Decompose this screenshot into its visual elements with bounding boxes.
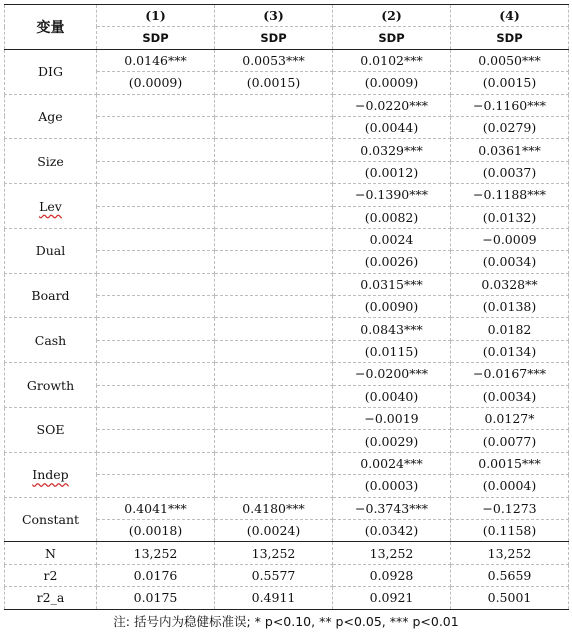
standard-error-cell: (0.1158) xyxy=(451,519,569,541)
variable-name xyxy=(5,228,97,273)
statistic-label: r2_a xyxy=(5,587,97,609)
standard-error-cell: (0.0138) xyxy=(451,296,569,318)
standard-error-cell: (0.0044) xyxy=(333,116,451,138)
standard-error-cell xyxy=(215,116,333,138)
standard-error-cell: (0.0009) xyxy=(97,72,215,94)
coefficient-cell xyxy=(215,273,333,295)
coefficient-cell: 0.0843*** xyxy=(333,318,451,340)
statistic-value: 0.5001 xyxy=(451,587,569,609)
coefficient-cell xyxy=(97,363,215,385)
coefficient-row xyxy=(5,49,569,71)
coefficient-cell: 0.0102*** xyxy=(333,49,451,71)
variable-name xyxy=(5,408,97,453)
coefficient-cell xyxy=(97,318,215,340)
statistic-row xyxy=(5,587,569,609)
statistic-row xyxy=(5,542,569,564)
model-number-header: (3) xyxy=(215,5,333,27)
standard-error-cell xyxy=(97,161,215,183)
coefficient-cell xyxy=(97,139,215,161)
coefficient-cell: −0.0009 xyxy=(451,228,569,250)
coefficient-cell: −0.0200*** xyxy=(333,363,451,385)
standard-error-cell xyxy=(215,206,333,228)
coefficient-cell: 0.0361*** xyxy=(451,139,569,161)
standard-error-cell xyxy=(97,475,215,497)
coefficient-cell: 0.0053*** xyxy=(215,49,333,71)
statistic-value: 0.0175 xyxy=(97,587,215,609)
coefficient-row xyxy=(5,318,569,340)
model-number-header: (2) xyxy=(333,5,451,27)
variable-name xyxy=(5,94,97,139)
coefficient-cell xyxy=(97,94,215,116)
statistic-value: 13,252 xyxy=(215,542,333,564)
coefficient-row xyxy=(5,452,569,474)
standard-error-cell: (0.0018) xyxy=(97,519,215,541)
variable-label: Board xyxy=(31,288,70,304)
variable-label: Constant xyxy=(21,511,80,527)
standard-error-cell xyxy=(215,385,333,407)
coefficient-cell: 0.0146*** xyxy=(97,49,215,71)
standard-error-cell: (0.0342) xyxy=(333,519,451,541)
coefficient-row xyxy=(5,363,569,385)
coefficient-cell: −0.0220*** xyxy=(333,94,451,116)
coefficient-cell xyxy=(97,184,215,206)
variable-label: Age xyxy=(38,108,63,124)
statistic-value: 0.0928 xyxy=(333,564,451,586)
statistic-value: 0.0921 xyxy=(333,587,451,609)
dependent-variable-header: SDP xyxy=(451,27,569,49)
coefficient-cell: 0.4041*** xyxy=(97,497,215,519)
variable-name xyxy=(5,452,97,497)
statistic-value: 0.0176 xyxy=(97,564,215,586)
coefficient-cell: 0.0050*** xyxy=(451,49,569,71)
coefficient-cell xyxy=(97,408,215,430)
coefficient-cell xyxy=(215,452,333,474)
regression-table xyxy=(4,4,569,610)
standard-error-cell xyxy=(97,116,215,138)
variable-label: DIG xyxy=(38,64,63,80)
variable-label: Growth xyxy=(26,377,75,393)
coefficient-cell xyxy=(97,228,215,250)
variable-name xyxy=(5,363,97,408)
coefficient-cell: −0.3743*** xyxy=(333,497,451,519)
coefficient-cell: −0.1160*** xyxy=(451,94,569,116)
standard-error-cell: (0.0004) xyxy=(451,475,569,497)
statistic-value: 0.4911 xyxy=(215,587,333,609)
variable-label: Lev xyxy=(39,198,62,214)
standard-error-cell xyxy=(215,430,333,452)
coefficient-row xyxy=(5,228,569,250)
variable-name xyxy=(5,139,97,184)
standard-error-cell: (0.0029) xyxy=(333,430,451,452)
coefficient-cell xyxy=(215,94,333,116)
variable-label: Cash xyxy=(34,332,67,348)
coefficient-row xyxy=(5,408,569,430)
statistic-value: 13,252 xyxy=(451,542,569,564)
model-number-header: (4) xyxy=(451,5,569,27)
coefficient-cell: −0.1390*** xyxy=(333,184,451,206)
statistic-value: 0.5659 xyxy=(451,564,569,586)
coefficient-cell: 0.0328** xyxy=(451,273,569,295)
standard-error-cell xyxy=(97,296,215,318)
standard-error-cell: (0.0009) xyxy=(333,72,451,94)
statistic-value: 13,252 xyxy=(333,542,451,564)
regression-table-wrapper xyxy=(4,4,569,610)
coefficient-cell: 0.0015*** xyxy=(451,452,569,474)
coefficient-cell: −0.0019 xyxy=(333,408,451,430)
coefficient-row xyxy=(5,273,569,295)
coefficient-cell xyxy=(215,139,333,161)
variable-label: Indep xyxy=(32,467,69,483)
coefficient-cell: 0.0182 xyxy=(451,318,569,340)
coefficient-row xyxy=(5,94,569,116)
standard-error-cell: (0.0037) xyxy=(451,161,569,183)
variable-name xyxy=(5,318,97,363)
dependent-variable-header: SDP xyxy=(97,27,215,49)
variable-label: SOE xyxy=(36,422,65,438)
dependent-variable-header: SDP xyxy=(333,27,451,49)
coefficient-cell xyxy=(215,408,333,430)
variable-label: Dual xyxy=(35,243,66,259)
standard-error-cell xyxy=(97,430,215,452)
standard-error-cell: (0.0015) xyxy=(215,72,333,94)
standard-error-cell xyxy=(215,340,333,362)
model-number-header: (1) xyxy=(97,5,215,27)
standard-error-cell xyxy=(215,475,333,497)
variable-label: Size xyxy=(37,153,64,169)
coefficient-cell: 0.0024 xyxy=(333,228,451,250)
standard-error-cell xyxy=(97,251,215,273)
dependent-variable-header: SDP xyxy=(215,27,333,49)
standard-error-cell: (0.0015) xyxy=(451,72,569,94)
coefficient-cell: −0.0167*** xyxy=(451,363,569,385)
standard-error-cell: (0.0132) xyxy=(451,206,569,228)
coefficient-row xyxy=(5,184,569,206)
statistic-label: r2 xyxy=(5,564,97,586)
standard-error-cell xyxy=(215,251,333,273)
statistic-value: 13,252 xyxy=(97,542,215,564)
statistic-value: 0.5577 xyxy=(215,564,333,586)
statistic-label: N xyxy=(5,542,97,564)
coefficient-cell: 0.0024*** xyxy=(333,452,451,474)
standard-error-cell: (0.0040) xyxy=(333,385,451,407)
standard-error-cell: (0.0115) xyxy=(333,340,451,362)
coefficient-cell xyxy=(215,184,333,206)
variable-header: 变量 xyxy=(5,5,97,50)
coefficient-cell: −0.1188*** xyxy=(451,184,569,206)
standard-error-cell: (0.0034) xyxy=(451,385,569,407)
coefficient-cell xyxy=(97,273,215,295)
coefficient-cell: 0.0127* xyxy=(451,408,569,430)
variable-name xyxy=(5,497,97,542)
table-note: 注: 括号内为稳健标准误; * p<0.10, ** p<0.05, *** p<0.01 xyxy=(113,614,459,629)
coefficient-cell: 0.4180*** xyxy=(215,497,333,519)
standard-error-cell: (0.0024) xyxy=(215,519,333,541)
variable-name xyxy=(5,184,97,229)
coefficient-cell: 0.0315*** xyxy=(333,273,451,295)
statistic-row xyxy=(5,564,569,586)
coefficient-cell: −0.1273 xyxy=(451,497,569,519)
standard-error-cell: (0.0012) xyxy=(333,161,451,183)
standard-error-cell xyxy=(215,161,333,183)
standard-error-cell xyxy=(97,206,215,228)
standard-error-cell: (0.0134) xyxy=(451,340,569,362)
standard-error-cell: (0.0279) xyxy=(451,116,569,138)
variable-name xyxy=(5,273,97,318)
coefficient-cell xyxy=(97,452,215,474)
standard-error-cell xyxy=(97,385,215,407)
standard-error-cell: (0.0077) xyxy=(451,430,569,452)
standard-error-cell: (0.0026) xyxy=(333,251,451,273)
coefficient-cell xyxy=(215,318,333,340)
standard-error-cell: (0.0082) xyxy=(333,206,451,228)
standard-error-cell: (0.0034) xyxy=(451,251,569,273)
coefficient-cell: 0.0329*** xyxy=(333,139,451,161)
standard-error-cell: (0.0090) xyxy=(333,296,451,318)
coefficient-cell xyxy=(215,228,333,250)
coefficient-row xyxy=(5,139,569,161)
coefficient-cell xyxy=(215,363,333,385)
standard-error-cell: (0.0003) xyxy=(333,475,451,497)
coefficient-row xyxy=(5,497,569,519)
standard-error-cell xyxy=(97,340,215,362)
standard-error-cell xyxy=(215,296,333,318)
header-row-model-numbers xyxy=(5,5,569,27)
variable-name xyxy=(5,49,97,94)
